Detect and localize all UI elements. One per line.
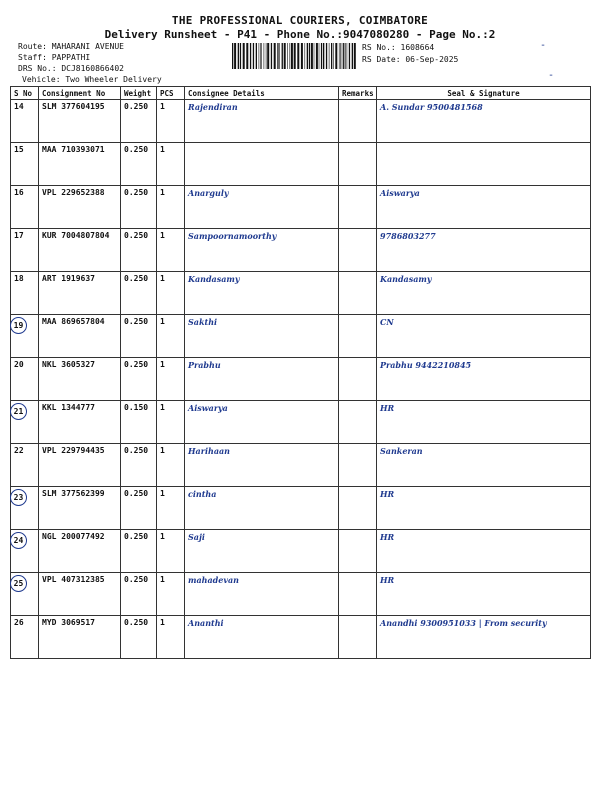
cell-consignee-text: Prabhu	[188, 360, 221, 370]
cell-consignment-no	[39, 358, 121, 401]
cell-sno-text: 26	[14, 618, 24, 627]
cell-pcs-text: 1	[160, 231, 165, 240]
cell-weight-text: 0.250	[124, 231, 149, 240]
barcode-bar	[256, 43, 257, 69]
cell-weight	[121, 186, 157, 229]
cell-consignee	[185, 573, 339, 616]
table-row	[11, 143, 591, 186]
cell-weight	[121, 530, 157, 573]
cell-consignee	[185, 530, 339, 573]
cell-pcs	[157, 229, 185, 272]
barcode-bar	[294, 43, 296, 69]
cell-sno	[11, 358, 39, 401]
cell-sno-text: 21	[10, 403, 27, 420]
barcode-bar	[352, 43, 353, 69]
barcode-bar	[333, 43, 334, 69]
col-signature: Seal & Signature	[377, 87, 591, 100]
barcode-bar	[274, 43, 276, 69]
cell-sno-text: 17	[14, 231, 24, 240]
cell-sno-text: 15	[14, 145, 24, 154]
pen-mark: -	[540, 40, 547, 51]
table-row	[11, 444, 591, 487]
cell-sno	[11, 401, 39, 444]
barcode-bar	[297, 43, 299, 69]
cell-pcs-text: 1	[160, 360, 165, 369]
cell-sno-text: 14	[14, 102, 24, 111]
cell-consignment-no-text: KUR 7004807804	[42, 231, 110, 240]
barcode-bar	[290, 43, 291, 69]
barcode-bar	[271, 43, 272, 69]
table-row	[11, 100, 591, 143]
cell-signature-text: A. Sundar 9500481568	[380, 102, 483, 112]
cell-consignment-no-text: MAA 710393071	[42, 145, 105, 154]
cell-consignment-no	[39, 616, 121, 659]
cell-remarks	[339, 573, 377, 616]
cell-signature	[377, 401, 591, 444]
barcode-bar	[238, 43, 239, 69]
cell-pcs-text: 1	[160, 618, 165, 627]
cell-consignment-no	[39, 229, 121, 272]
cell-remarks	[339, 444, 377, 487]
cell-weight-text: 0.150	[124, 403, 149, 412]
cell-consignment-no-text: VPL 229794435	[42, 446, 105, 455]
barcode-bar	[342, 43, 343, 69]
cell-consignment-no	[39, 100, 121, 143]
barcode-bar	[266, 43, 267, 69]
cell-sno	[11, 229, 39, 272]
barcode-bar	[345, 43, 346, 69]
cell-remarks	[339, 358, 377, 401]
cell-pcs-text: 1	[160, 403, 165, 412]
barcode-bar	[311, 43, 313, 69]
cell-weight-text: 0.250	[124, 102, 149, 111]
cell-pcs-text: 1	[160, 188, 165, 197]
cell-sno	[11, 616, 39, 659]
barcode-bar	[282, 43, 283, 69]
cell-remarks	[339, 616, 377, 659]
col-consignment: Consignment No	[39, 87, 121, 100]
cell-consignee	[185, 444, 339, 487]
cell-consignment-no-text: MAA 869657804	[42, 317, 105, 326]
cell-signature	[377, 272, 591, 315]
barcode-bar	[277, 43, 278, 69]
cell-signature-text: HR	[380, 575, 395, 585]
col-sno: S No	[11, 87, 39, 100]
cell-weight	[121, 444, 157, 487]
cell-pcs	[157, 315, 185, 358]
pen-mark: -	[548, 70, 555, 81]
cell-signature-text: Anandhi 9300951033 | From security	[380, 618, 547, 628]
cell-sno	[11, 444, 39, 487]
drs-number: DRS No.: DCJ8160866402	[18, 64, 124, 73]
cell-consignment-no	[39, 530, 121, 573]
cell-consignee-text: mahadevan	[188, 575, 239, 585]
cell-weight	[121, 616, 157, 659]
cell-sno-text: 25	[10, 575, 27, 592]
cell-pcs	[157, 358, 185, 401]
cell-consignee	[185, 315, 339, 358]
cell-signature	[377, 358, 591, 401]
table-row	[11, 573, 591, 616]
cell-pcs-text: 1	[160, 446, 165, 455]
barcode-bar	[261, 43, 262, 69]
table-row	[11, 358, 591, 401]
cell-pcs	[157, 573, 185, 616]
cell-consignment-no-text: NGL 200077492	[42, 532, 105, 541]
table-row	[11, 616, 591, 659]
col-remarks: Remarks	[339, 87, 377, 100]
cell-consignment-no-text: SLM 377604195	[42, 102, 105, 111]
cell-consignee-text: Kandasamy	[188, 274, 240, 284]
cell-sno-text: 24	[10, 532, 27, 549]
cell-weight-text: 0.250	[124, 446, 149, 455]
cell-consignment-no-text: NKL 3605327	[42, 360, 95, 369]
table-row	[11, 315, 591, 358]
cell-remarks	[339, 530, 377, 573]
barcode-bar	[316, 43, 318, 69]
cell-weight	[121, 487, 157, 530]
cell-consignee	[185, 143, 339, 186]
cell-consignee-text: Rajendiran	[188, 102, 238, 112]
cell-consignee-text: Sakthi	[188, 317, 218, 327]
barcode-bar	[267, 43, 269, 69]
cell-pcs-text: 1	[160, 532, 165, 541]
barcode-bar	[260, 43, 261, 69]
cell-consignment-no-text: MYD 3069517	[42, 618, 95, 627]
barcode-bar	[340, 43, 341, 69]
cell-weight-text: 0.250	[124, 489, 149, 498]
cell-remarks	[339, 186, 377, 229]
cell-signature-text: Sankeran	[380, 446, 423, 456]
barcode-bar	[309, 43, 310, 69]
cell-weight	[121, 143, 157, 186]
cell-sno-text: 18	[14, 274, 24, 283]
cell-weight	[121, 573, 157, 616]
cell-signature-text: HR	[380, 489, 395, 499]
cell-consignee-text: Saji	[188, 532, 205, 542]
staff: Staff: PAPPATHI	[18, 53, 91, 62]
cell-consignment-no	[39, 444, 121, 487]
cell-consignment-no-text: VPL 407312385	[42, 575, 105, 584]
cell-remarks	[339, 487, 377, 530]
cell-weight-text: 0.250	[124, 317, 149, 326]
cell-signature	[377, 487, 591, 530]
col-consignee: Consignee Details	[185, 87, 339, 100]
table-row	[11, 530, 591, 573]
barcode-bar	[323, 43, 324, 69]
cell-consignment-no-text: ART 1919637	[42, 274, 95, 283]
barcode-bar	[246, 43, 248, 69]
cell-signature-text: 9786803277	[380, 231, 436, 241]
cell-consignment-no-text: SLM 377562399	[42, 489, 105, 498]
cell-consignment-no	[39, 487, 121, 530]
cell-consignment-no-text: KKL 1344777	[42, 403, 95, 412]
barcode-bar	[354, 43, 356, 69]
cell-signature	[377, 315, 591, 358]
cell-weight-text: 0.250	[124, 145, 149, 154]
cell-consignee	[185, 616, 339, 659]
barcode	[232, 43, 357, 69]
cell-consignment-no-text: VPL 229652388	[42, 188, 105, 197]
barcode-bar	[279, 43, 280, 69]
cell-pcs	[157, 186, 185, 229]
cell-sno	[11, 143, 39, 186]
barcode-bar	[343, 43, 344, 69]
barcode-bar	[284, 43, 286, 69]
runsheet-table	[10, 86, 591, 659]
cell-signature-text: Aiswarya	[380, 188, 420, 198]
cell-consignment-no	[39, 401, 121, 444]
cell-pcs-text: 1	[160, 575, 165, 584]
cell-consignee-text: Aiswarya	[188, 403, 228, 413]
cell-remarks	[339, 143, 377, 186]
cell-consignee	[185, 272, 339, 315]
cell-weight	[121, 315, 157, 358]
cell-remarks	[339, 100, 377, 143]
cell-sno-text: 16	[14, 188, 24, 197]
barcode-bar	[335, 43, 337, 69]
cell-sno-text: 19	[10, 317, 27, 334]
cell-consignee	[185, 487, 339, 530]
barcode-bar	[234, 43, 236, 69]
cell-signature	[377, 100, 591, 143]
cell-signature-text: HR	[380, 403, 395, 413]
cell-sno	[11, 315, 39, 358]
col-weight: Weight	[121, 87, 157, 100]
cell-consignee-text: cintha	[188, 489, 217, 499]
cell-signature	[377, 444, 591, 487]
cell-pcs-text: 1	[160, 317, 165, 326]
table-row	[11, 186, 591, 229]
barcode-bar	[291, 43, 293, 69]
barcode-bar	[314, 43, 315, 69]
cell-pcs	[157, 143, 185, 186]
cell-pcs-text: 1	[160, 274, 165, 283]
cell-signature	[377, 186, 591, 229]
barcode-bar	[240, 43, 241, 69]
cell-consignee	[185, 186, 339, 229]
barcode-bar	[319, 43, 320, 69]
cell-weight	[121, 401, 157, 444]
table-row	[11, 401, 591, 444]
barcode-bar	[329, 43, 330, 69]
vehicle: Vehicle: Two Wheeler Delivery	[22, 75, 162, 84]
barcode-bar	[301, 43, 303, 69]
cell-sno	[11, 573, 39, 616]
table-row	[11, 229, 591, 272]
rs-number: RS No.: 1608664	[362, 43, 435, 52]
barcode-bar	[321, 43, 322, 69]
cell-sno-text: 20	[14, 360, 24, 369]
cell-pcs-text: 1	[160, 489, 165, 498]
cell-consignment-no	[39, 186, 121, 229]
cell-consignee-text: Sampoornamoorthy	[188, 231, 277, 241]
cell-sno	[11, 186, 39, 229]
cell-remarks	[339, 315, 377, 358]
cell-consignee-text: Harihaan	[188, 446, 230, 456]
cell-signature-text: Kandasamy	[380, 274, 432, 284]
cell-consignee-text: Ananthi	[188, 618, 224, 628]
cell-pcs	[157, 100, 185, 143]
cell-pcs	[157, 272, 185, 315]
cell-remarks	[339, 401, 377, 444]
cell-sno-text: 23	[10, 489, 27, 506]
table-row	[11, 487, 591, 530]
cell-weight-text: 0.250	[124, 274, 149, 283]
col-pcs: PCS	[157, 87, 185, 100]
barcode-bar	[259, 43, 260, 69]
cell-weight	[121, 100, 157, 143]
barcode-bar	[264, 43, 265, 69]
cell-pcs	[157, 401, 185, 444]
cell-pcs	[157, 616, 185, 659]
barcode-bar	[250, 43, 251, 69]
barcode-bar	[347, 43, 348, 69]
cell-consignment-no	[39, 143, 121, 186]
cell-signature-text: CN	[380, 317, 394, 327]
cell-weight	[121, 272, 157, 315]
cell-consignment-no	[39, 272, 121, 315]
table-row	[11, 272, 591, 315]
barcode-bar	[307, 43, 308, 69]
table-header	[11, 87, 591, 100]
cell-signature	[377, 530, 591, 573]
cell-weight-text: 0.250	[124, 532, 149, 541]
cell-weight-text: 0.250	[124, 575, 149, 584]
cell-sno	[11, 487, 39, 530]
cell-signature	[377, 573, 591, 616]
route-info	[18, 41, 162, 85]
barcode-bar	[287, 43, 288, 69]
sheet-subtitle: Delivery Runsheet - P41 - Phone No.:9047080280 - Page No.:2	[104, 28, 496, 41]
cell-remarks	[339, 229, 377, 272]
barcode-bar	[253, 43, 254, 69]
cell-pcs	[157, 530, 185, 573]
barcode-bar	[326, 43, 327, 69]
cell-consignment-no	[39, 315, 121, 358]
barcode-bar	[305, 43, 306, 69]
cell-sno	[11, 272, 39, 315]
cell-consignee	[185, 100, 339, 143]
cell-weight-text: 0.250	[124, 188, 149, 197]
rs-date: RS Date: 06-Sep-2025	[362, 55, 459, 64]
cell-sno	[11, 100, 39, 143]
cell-weight-text: 0.250	[124, 360, 149, 369]
cell-signature	[377, 616, 591, 659]
cell-pcs-text: 1	[160, 102, 165, 111]
cell-sno	[11, 530, 39, 573]
barcode-bar	[232, 43, 233, 69]
cell-signature	[377, 143, 591, 186]
barcode-bar	[349, 43, 350, 69]
cell-consignee	[185, 229, 339, 272]
barcode-bar	[331, 43, 332, 69]
cell-signature-text: Prabhu 9442210845	[380, 360, 472, 370]
cell-consignee-text: Anarguly	[188, 188, 229, 198]
cell-weight-text: 0.250	[124, 618, 149, 627]
route: Route: MAHARANI AVENUE	[18, 42, 124, 51]
cell-consignee	[185, 358, 339, 401]
cell-sno-text: 22	[14, 446, 24, 455]
cell-pcs	[157, 444, 185, 487]
cell-weight	[121, 229, 157, 272]
sheet-title: THE PROFESSIONAL COURIERS, COIMBATORE	[171, 14, 429, 27]
cell-pcs-text: 1	[160, 145, 165, 154]
cell-signature	[377, 229, 591, 272]
cell-consignee	[185, 401, 339, 444]
barcode-bar	[339, 43, 340, 69]
cell-signature-text: HR	[380, 532, 395, 542]
cell-consignment-no	[39, 573, 121, 616]
cell-remarks	[339, 272, 377, 315]
cell-pcs	[157, 487, 185, 530]
barcode-bar	[243, 43, 245, 69]
cell-weight	[121, 358, 157, 401]
